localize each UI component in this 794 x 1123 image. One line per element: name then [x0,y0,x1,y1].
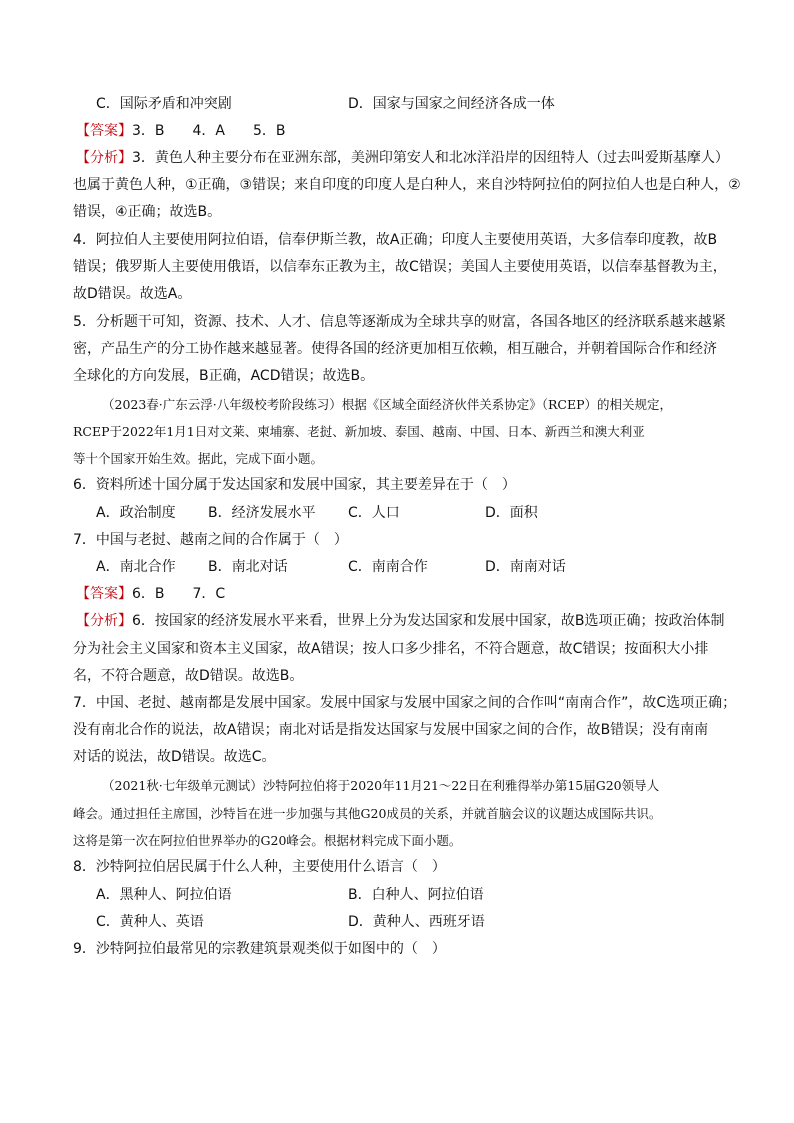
analysis-q7-line1: 7．中国、老挝、越南都是发展中国家。发展中国家与发展中国家之间的合作叫“南南合作”，故C选项正确； [73,695,737,711]
analysis-q3-line2: 也属于黄色人种，①正确，③错误；来自印度的印度人是白种人，来自沙特阿拉伯的阿拉伯人也是白种人，② [73,177,741,193]
option-c: C．国际矛盾和冲突剧 [96,96,232,112]
analysis-q5-line3: 全球化的方向发展，B正确，ACD错误；故选B。 [73,368,375,384]
answer-label: 【答案】 [76,123,132,139]
material2-line2: 峰会。通过担任主席国，沙特旨在进一步加强与其他G20成员的关系，并就首脑会议的议题达成国际共识。 [73,806,662,821]
q7-option-a: A．南北合作 [96,559,176,575]
q7-option-c: C．南南合作 [348,559,428,575]
analysis-q3-line1: 【分析】3．黄色人种主要分布在亚洲东部，美洲印第安人和北冰洋沿岸的因纽特人（过去叫爱斯基摩人） [76,150,729,166]
material1-line2: RCEP于2022年1月1日对文莱、柬埔寨、老挝、新加坡、泰国、越南、中国、日本、新西兰和澳大利亚 [73,424,645,439]
analysis-q6-line1: 【分析】6．按国家的经济发展水平来看，世界上分为发达国家和发展中国家，故B选项正确；按政治体制 [76,613,725,629]
analysis-q5-line2: 密，产品生产的分工协作越来越显著。使得各国的经济更加相互依赖，相互融合，并朝着国际合作和经济 [73,341,717,357]
q6-option-a: A．政治制度 [96,505,176,521]
material2-line1: （2021秋·七年级单元测试）沙特阿拉伯将于2020年11月21～22日在利雅得举办第15届G20领导人 [102,778,660,793]
q7-option-d: D．南南对话 [485,559,566,575]
question-8-stem: 8．沙特阿拉伯居民属于什么人种，主要使用什么语言（ ） [73,859,446,875]
material2-line3: 这将是第一次在阿拉伯世界举办的G20峰会。根据材料完成下面小题。 [73,833,462,848]
analysis-label: 【分析】 [76,150,132,166]
question-6-stem: 6．资料所述十国分属于发达国家和发展中国家，其主要差异在于（ ） [73,477,516,493]
analysis-label: 【分析】 [76,613,132,629]
analysis-q7-line2: 没有南北合作的说法，故A错误；南北对话是指发达国家与发展中国家之间的合作，故B错误；没有南南 [73,722,709,738]
analysis-q4-line2: 错误；俄罗斯人主要使用俄语，以信奉东正教为主，故C错误；美国人主要使用英语，以信奉基督教为主， [73,259,727,275]
question-9-stem: 9．沙特阿拉伯最常见的宗教建筑景观类似于如图中的（ ） [73,941,446,957]
answer-text: 3．B 4．A 5．B [132,123,286,139]
q8-option-d: D．黄种人、西班牙语 [348,914,485,930]
answer-block [76,122,286,140]
option-d: D．国家与国家之间经济各成一体 [348,96,555,112]
q6-option-c: C．人口 [348,505,400,521]
analysis-q4-line3: 故D错误。故选A。 [73,286,192,302]
material1-line3: 等十个国家开始生效。据此，完成下面小题。 [73,451,324,466]
question-7-stem: 7．中国与老挝、越南之间的合作属于（ ） [73,532,348,548]
q8-option-c: C．黄种人、英语 [96,914,204,930]
q6-option-b: B．经济发展水平 [208,505,316,521]
q7-option-b: B．南北对话 [208,559,288,575]
material1-line1: （2023春·广东云浮·八年级校考阶段练习）根据《区域全面经济伙伴关系协定》（RCEP）的相关规定， [102,397,673,412]
analysis-q6-line3: 名，不符合题意，故D错误。故选B。 [73,668,304,684]
analysis-q3-line3: 错误，④正确；故选B。 [73,204,222,220]
answer-text: 6．B 7．C [132,586,226,602]
q6-option-d: D．面积 [485,505,538,521]
analysis-q7-line3: 对话的说法，故D错误。故选C。 [73,749,276,765]
answer-label: 【答案】 [76,586,132,602]
analysis-q6-line2: 分为社会主义国家和资本主义国家，故A错误；按人口多少排名，不符合题意，故C错误；按面积大小排 [73,641,709,657]
answer-block-2 [76,585,225,603]
q8-option-b: B．白种人、阿拉伯语 [348,887,484,903]
analysis-q5-line1: 5．分析题干可知，资源、技术、人才、信息等逐渐成为全球共享的财富，各国各地区的经济联系越来越紧 [73,314,726,330]
analysis-q4-line1: 4．阿拉伯人主要使用阿拉伯语，信奉伊斯兰教，故A正确；印度人主要使用英语，大多信奉印度教，故B [73,232,718,248]
q8-option-a: A．黑种人、阿拉伯语 [96,887,232,903]
